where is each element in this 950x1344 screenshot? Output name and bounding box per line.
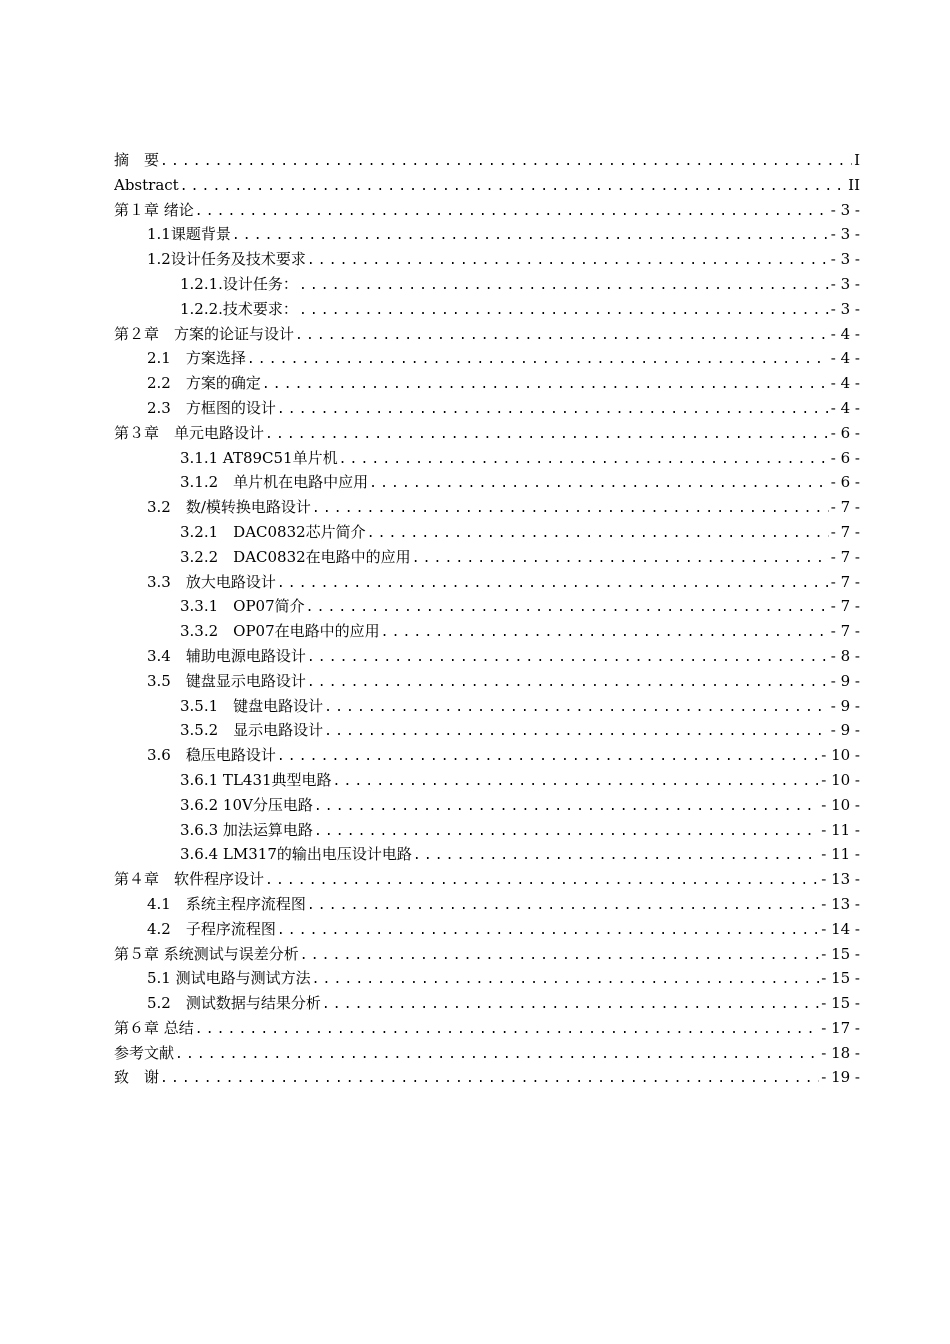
toc-dot-leader bbox=[381, 621, 829, 644]
toc-entry[interactable] bbox=[114, 1016, 860, 1041]
toc-entry-title: 4.2 子程序流程图 bbox=[147, 919, 276, 938]
toc-dot-leader bbox=[322, 993, 819, 1016]
toc-dot-leader bbox=[265, 423, 829, 446]
toc-entry-page: - 4 - bbox=[830, 324, 860, 343]
toc-entry[interactable] bbox=[114, 594, 860, 619]
toc-dot-leader bbox=[307, 646, 829, 669]
toc-entry[interactable] bbox=[114, 470, 860, 495]
toc-entry[interactable] bbox=[114, 793, 860, 818]
toc-dot-leader bbox=[314, 795, 819, 818]
toc-entry[interactable] bbox=[114, 694, 860, 719]
toc-entry-page: - 13 - bbox=[821, 870, 860, 889]
toc-entry[interactable] bbox=[114, 396, 860, 421]
toc-entry[interactable] bbox=[114, 768, 860, 793]
toc-entry-title: 1.2.1.设计任务： bbox=[180, 274, 298, 293]
toc-entry-page: - 3 - bbox=[830, 274, 860, 293]
toc-entry-page: - 7 - bbox=[830, 522, 860, 541]
toc-entry-page: - 9 - bbox=[830, 671, 860, 690]
toc-dot-leader bbox=[324, 696, 829, 719]
toc-entry[interactable] bbox=[114, 222, 860, 247]
toc-entry-page: - 9 - bbox=[830, 721, 860, 740]
toc-entry[interactable] bbox=[114, 173, 860, 198]
toc-entry[interactable] bbox=[114, 322, 860, 347]
toc-entry-page: - 3 - bbox=[830, 200, 860, 219]
toc-entry[interactable] bbox=[114, 198, 860, 223]
toc-entry-page: - 10 - bbox=[821, 770, 860, 789]
toc-entry-page: I bbox=[854, 151, 860, 169]
toc-entry[interactable] bbox=[114, 818, 860, 843]
toc-entry-title: 2.1 方案选择 bbox=[147, 349, 246, 368]
toc-entry-page: - 4 - bbox=[830, 398, 860, 417]
toc-entry-title: 2.2 方案的确定 bbox=[147, 374, 261, 393]
toc-entry-page: - 7 - bbox=[830, 622, 860, 641]
toc-entry-title: 第１章 绪论 bbox=[114, 200, 194, 219]
toc-entry-page: - 11 - bbox=[821, 845, 860, 864]
toc-dot-leader bbox=[295, 324, 829, 347]
toc-entry-title: 第３章 单元电路设计 bbox=[114, 423, 265, 442]
toc-entry-page: - 4 - bbox=[830, 349, 860, 368]
toc-entry-page: - 9 - bbox=[830, 696, 860, 715]
toc-entry-page: - 13 - bbox=[821, 894, 860, 913]
toc-dot-leader bbox=[324, 720, 829, 743]
toc-dot-leader bbox=[265, 869, 819, 892]
toc-entry-title: 第２章 方案的论证与设计 bbox=[114, 324, 295, 343]
toc-entry-page: - 8 - bbox=[830, 646, 860, 665]
toc-entry[interactable] bbox=[114, 669, 860, 694]
toc-entry-title: 1.2.2.技术要求： bbox=[180, 299, 298, 318]
toc-entry-page: - 11 - bbox=[821, 820, 860, 839]
toc-entry-page: - 7 - bbox=[830, 597, 860, 616]
toc-entry[interactable] bbox=[114, 892, 860, 917]
toc-entry-title: 3.6 稳压电路设计 bbox=[147, 746, 276, 765]
toc-dot-leader bbox=[195, 1018, 819, 1041]
toc-entry-title: 3.3.2 OP07在电路中的应用 bbox=[180, 622, 380, 641]
toc-entry[interactable] bbox=[114, 942, 860, 967]
toc-dot-leader bbox=[160, 1067, 819, 1090]
toc-entry-title: 参考文献 bbox=[114, 1043, 175, 1062]
toc-dot-leader bbox=[307, 249, 829, 272]
toc-entry-page: - 7 - bbox=[830, 498, 860, 517]
toc-entry-title: 3.4 辅助电源电路设计 bbox=[147, 646, 306, 665]
toc-dot-leader bbox=[307, 671, 829, 694]
toc-dot-leader bbox=[262, 373, 829, 396]
toc-entry-title: Abstract bbox=[114, 175, 179, 194]
toc-dot-leader bbox=[314, 820, 819, 843]
toc-entry[interactable] bbox=[114, 570, 860, 595]
toc-entry[interactable] bbox=[114, 148, 860, 173]
toc-entry-title: 5.1 测试电路与测试方法 bbox=[147, 969, 311, 988]
toc-entry-title: 3.3 放大电路设计 bbox=[147, 572, 276, 591]
toc-dot-leader bbox=[277, 398, 829, 421]
toc-dot-leader bbox=[300, 944, 819, 967]
toc-entry[interactable] bbox=[114, 991, 860, 1016]
toc-dot-leader bbox=[277, 919, 819, 942]
toc-entry-title: 3.3.1 OP07简介 bbox=[180, 597, 305, 616]
toc-entry-title: 1.1课题背景 bbox=[147, 225, 231, 244]
toc-entry[interactable] bbox=[114, 842, 860, 867]
toc-entry-page: - 15 - bbox=[821, 969, 860, 988]
toc-entry-page: - 4 - bbox=[830, 374, 860, 393]
toc-entry[interactable] bbox=[114, 966, 860, 991]
toc-entry-page: - 15 - bbox=[821, 994, 860, 1013]
toc-entry[interactable] bbox=[114, 917, 860, 942]
toc-entry[interactable] bbox=[114, 1041, 860, 1066]
toc-entry-page: - 17 - bbox=[821, 1018, 860, 1037]
toc-entry-page: - 18 - bbox=[821, 1043, 860, 1062]
toc-dot-leader bbox=[333, 770, 820, 793]
toc-entry-title: 3.5 键盘显示电路设计 bbox=[147, 671, 306, 690]
toc-entry[interactable] bbox=[114, 371, 860, 396]
toc-entry[interactable] bbox=[114, 272, 860, 297]
toc-entry[interactable] bbox=[114, 718, 860, 743]
toc-entry-page: - 15 - bbox=[821, 944, 860, 963]
toc-entry[interactable] bbox=[114, 297, 860, 322]
toc-entry-page: - 10 - bbox=[821, 795, 860, 814]
toc-entry-title: 5.2 测试数据与结果分析 bbox=[147, 994, 321, 1013]
toc-entry-title: 第４章 软件程序设计 bbox=[114, 870, 265, 889]
toc-entry-page: - 6 - bbox=[830, 448, 860, 467]
toc-entry-title: 第６章 总结 bbox=[114, 1018, 194, 1037]
toc-entry[interactable] bbox=[114, 247, 860, 272]
toc-dot-leader bbox=[160, 150, 852, 173]
toc-dot-leader bbox=[232, 224, 829, 247]
toc-entry-title: 1.2设计任务及技术要求 bbox=[147, 250, 306, 269]
toc-entry[interactable] bbox=[114, 545, 860, 570]
table-of-contents bbox=[114, 148, 860, 1090]
toc-dot-leader bbox=[247, 348, 829, 371]
toc-entry[interactable] bbox=[114, 743, 860, 768]
toc-entry-title: 2.3 方框图的设计 bbox=[147, 398, 276, 417]
toc-entry-title: 3.6.2 10V分压电路 bbox=[180, 795, 313, 814]
toc-entry[interactable] bbox=[114, 495, 860, 520]
toc-entry[interactable] bbox=[114, 520, 860, 545]
toc-dot-leader bbox=[413, 844, 819, 867]
toc-entry-title: 3.6.1 TL431典型电路 bbox=[180, 770, 332, 789]
toc-entry[interactable] bbox=[114, 346, 860, 371]
toc-dot-leader bbox=[307, 894, 819, 917]
toc-entry[interactable] bbox=[114, 446, 860, 471]
toc-entry-page: - 3 - bbox=[830, 299, 860, 318]
toc-entry-page: - 10 - bbox=[821, 746, 860, 765]
toc-dot-leader bbox=[299, 299, 829, 322]
toc-entry[interactable] bbox=[114, 867, 860, 892]
toc-dot-leader bbox=[277, 572, 829, 595]
toc-dot-leader bbox=[195, 200, 829, 223]
toc-dot-leader bbox=[299, 274, 829, 297]
toc-dot-leader bbox=[367, 522, 829, 545]
toc-dot-leader bbox=[180, 175, 846, 198]
toc-entry-title: 3.5.1 键盘电路设计 bbox=[180, 696, 324, 715]
toc-entry[interactable] bbox=[114, 1065, 860, 1090]
toc-entry-title: 3.2.1 DAC0832芯片简介 bbox=[180, 522, 366, 541]
toc-dot-leader bbox=[369, 472, 829, 495]
toc-entry-title: 3.1.2 单片机在电路中应用 bbox=[180, 473, 369, 492]
toc-entry-page: - 6 - bbox=[830, 473, 860, 492]
toc-dot-leader bbox=[412, 547, 829, 570]
toc-dot-leader bbox=[339, 448, 829, 471]
toc-dot-leader bbox=[312, 497, 829, 520]
toc-entry-page: - 7 - bbox=[830, 572, 860, 591]
toc-entry-page: - 14 - bbox=[821, 919, 860, 938]
toc-entry-title: 3.6.3 加法运算电路 bbox=[180, 820, 313, 839]
toc-entry-page: - 3 - bbox=[830, 225, 860, 244]
toc-entry-title: 3.2 数/模转换电路设计 bbox=[147, 498, 311, 517]
toc-entry-page: - 6 - bbox=[830, 423, 860, 442]
toc-entry-title: 3.6.4 LM317的输出电压设计电路 bbox=[180, 845, 412, 864]
toc-entry-page: - 19 - bbox=[821, 1068, 860, 1087]
toc-entry[interactable] bbox=[114, 644, 860, 669]
toc-entry-title: 摘 要 bbox=[114, 151, 160, 169]
toc-entry-page: - 3 - bbox=[830, 250, 860, 269]
toc-dot-leader bbox=[175, 1043, 819, 1066]
toc-entry[interactable] bbox=[114, 421, 860, 446]
toc-entry-title: 4.1 系统主程序流程图 bbox=[147, 894, 306, 913]
toc-entry-title: 第５章 系统测试与误差分析 bbox=[114, 944, 299, 963]
toc-dot-leader bbox=[306, 596, 829, 619]
toc-entry-title: 3.5.2 显示电路设计 bbox=[180, 721, 324, 740]
toc-entry-page: - 7 - bbox=[830, 547, 860, 566]
toc-entry-title: 3.2.2 DAC0832在电路中的应用 bbox=[180, 547, 411, 566]
toc-entry[interactable] bbox=[114, 619, 860, 644]
toc-entry-title: 致 谢 bbox=[114, 1068, 160, 1087]
toc-dot-leader bbox=[277, 745, 819, 768]
toc-dot-leader bbox=[312, 968, 820, 991]
toc-entry-page: II bbox=[848, 175, 860, 194]
toc-entry-title: 3.1.1 AT89C51单片机 bbox=[180, 448, 338, 467]
